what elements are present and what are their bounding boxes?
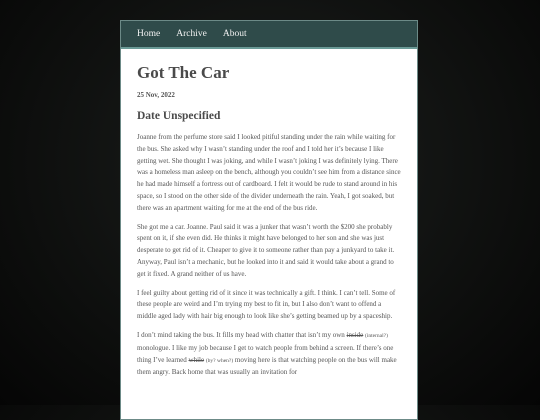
post-date: 25 Nov, 2022 [137,91,175,99]
paragraph-4-text-c: moving here is that watching people on the bus will make them angry. Back home that was usually an invitation for [137,355,397,377]
top-nav [121,21,417,49]
aside-internal: (internal?) [365,332,388,339]
paragraph-3: I feel guilty about getting rid of it since it was technically a gift. I think. I can’t tell. Some of these people are weird and I’m trying my best to fit in, but I also don’t want to offend a middle aged lady with hair big enough to look like she’s getting beamed up by a spaceship. [137,288,396,321]
paragraph-2: She got me a car. Joanne. Paul said it was a junker that wasn’t worth the $200 she probably spent on it, if she even did. He thinks it might have belonged to her son and she was just desperate to get rid of it. Cheaper to give it to someone rather than pay a junkyard to take it. Anyway, Paul isn’t a mechanic, but he looked into it and said it would take about a grand to get it fixed. A grand neither of us have. [137,222,395,278]
post-subtitle: Date Unspecified [137,110,221,122]
paragraph-1: Joanne from the perfume store said I looked pitiful standing under the rain while waiting for the bus. She asked why I wasn’t standing under the roof and I told her it’s because I like getting wet. She thought I was joking, and while I wasn’t joking I was definitely lying. There was a homeless man asleep on the bench, although you couldn’t see him from a distance since he had made himself a fortress out of cardboard. I felt it would be rude to stand around in his space, so I stood on the other side of the divider underneath the rain. Yeah, I got soaked, but there was an apartment waiting for me at the end of the bus ride. [137,133,401,212]
paragraph-4-text-a: I don’t mind taking the bus. It fills my head with chatter that isn’t my own [137,330,347,339]
nav-home-link[interactable]: Home [137,29,161,39]
struck-word-while: while [188,355,205,364]
nav-about-link[interactable]: About [222,29,247,39]
page-frame [120,20,418,420]
post-title: Got The Car [137,63,230,82]
post-content [121,49,417,379]
aside-by-when: (by? when?) [205,357,234,364]
nav-archive-link[interactable]: Archive [176,29,207,39]
paragraph-4-text-b: monologue. I like my job because I get to watch people from behind a screen. If there’s one thing I’ve learned [137,343,394,364]
paragraph-4 [137,330,401,379]
struck-word-inside: inside [346,330,364,339]
